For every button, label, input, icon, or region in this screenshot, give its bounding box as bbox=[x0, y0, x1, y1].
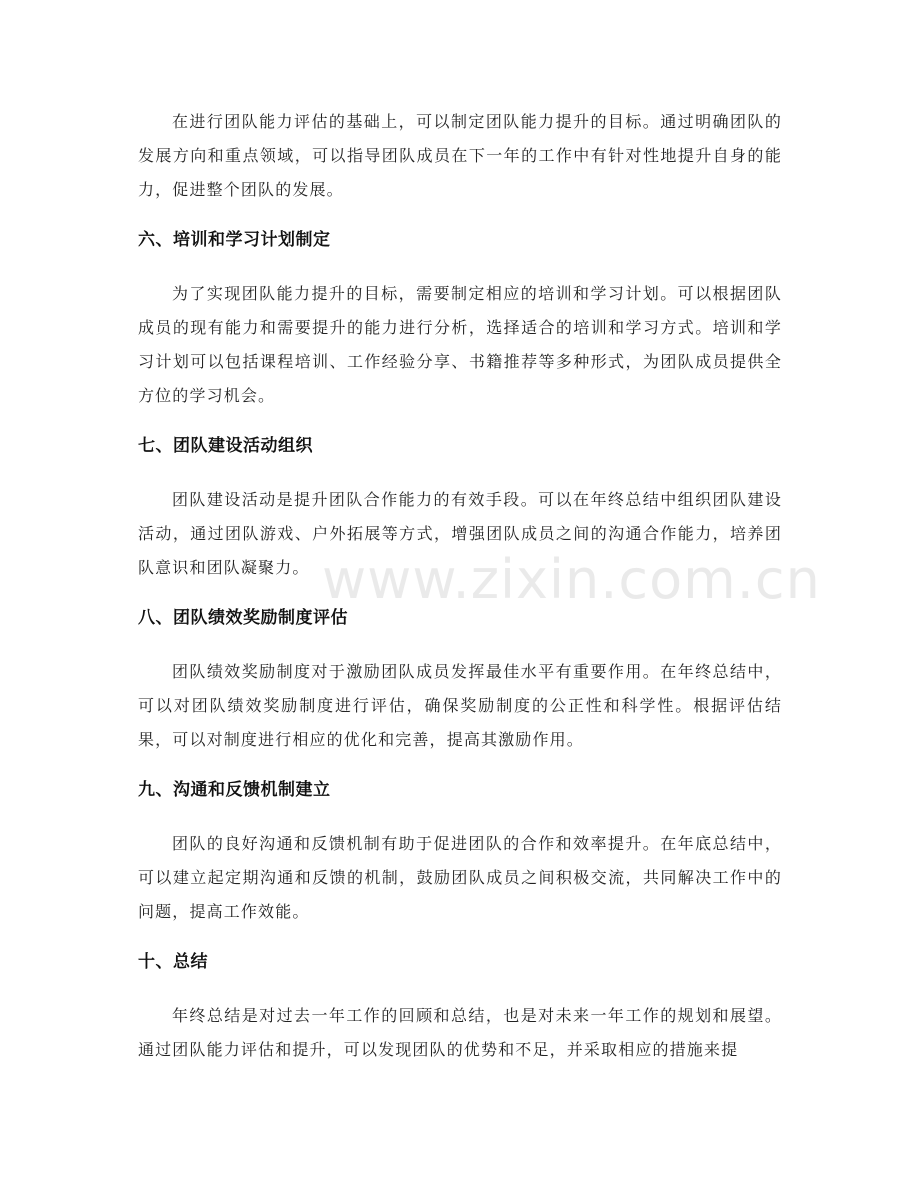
intro-paragraph: 在进行团队能力评估的基础上，可以制定团队能力提升的目标。通过明确团队的发展方向和重点领域，可以指导团队成员在下一年的工作中有针对性地提升自身的能力，促进整个团队的发展。 bbox=[138, 112, 782, 199]
spacer bbox=[138, 463, 782, 483]
spacer bbox=[138, 207, 782, 223]
spacer bbox=[138, 635, 782, 655]
section-8-paragraph: 团队绩效奖励制度对于激励团队成员发挥最佳水平有重要作用。在年终总结中，可以对团队绩效奖励制度进行评估，确保奖励制度的公正性和科学性。根据评估结果，可以对制度进行相应的优化和完善，提高其激励作用。 bbox=[138, 662, 782, 749]
document-page bbox=[138, 105, 782, 1067]
section-6-heading: 六、培训和学习计划制定 bbox=[138, 230, 331, 250]
section-7-paragraph: 团队建设活动是提升团队合作能力的有效手段。可以在年终总结中组织团队建设活动，通过团队游戏、户外拓展等方式，增强团队成员之间的沟通合作能力，培养团队意识和团队凝聚力。 bbox=[138, 490, 782, 577]
section-10-heading: 十、总结 bbox=[138, 952, 208, 972]
spacer bbox=[138, 807, 782, 827]
spacer bbox=[138, 413, 782, 429]
spacer bbox=[138, 929, 782, 945]
section-8-heading: 八、团队绩效奖励制度评估 bbox=[138, 608, 348, 628]
section-7-heading: 七、团队建设活动组织 bbox=[138, 436, 313, 456]
section-9-heading: 九、沟通和反馈机制建立 bbox=[138, 780, 331, 800]
watermark: www.zixin.com.cn bbox=[322, 548, 821, 611]
section-6-paragraph: 为了实现团队能力提升的目标，需要制定相应的培训和学习计划。可以根据团队成员的现有能力和需要提升的能力进行分析，选择适合的培训和学习方式。培训和学习计划可以包括课程培训、工作经验分享、书籍推荐等多种形式，为团队成员提供全方位的学习机会。 bbox=[138, 284, 782, 405]
section-10-paragraph: 年终总结是对过去一年工作的回顾和总结，也是对未来一年工作的规划和展望。通过团队能力评估和提升，可以发现团队的优势和不足，并采取相应的措施来提 bbox=[138, 1006, 782, 1059]
spacer bbox=[138, 585, 782, 601]
spacer bbox=[138, 757, 782, 773]
spacer bbox=[138, 257, 782, 277]
spacer bbox=[138, 979, 782, 999]
section-9-paragraph: 团队的良好沟通和反馈机制有助于促进团队的合作和效率提升。在年底总结中，可以建立起定期沟通和反馈的机制，鼓励团队成员之间积极交流，共同解决工作中的问题，提高工作效能。 bbox=[138, 834, 782, 921]
